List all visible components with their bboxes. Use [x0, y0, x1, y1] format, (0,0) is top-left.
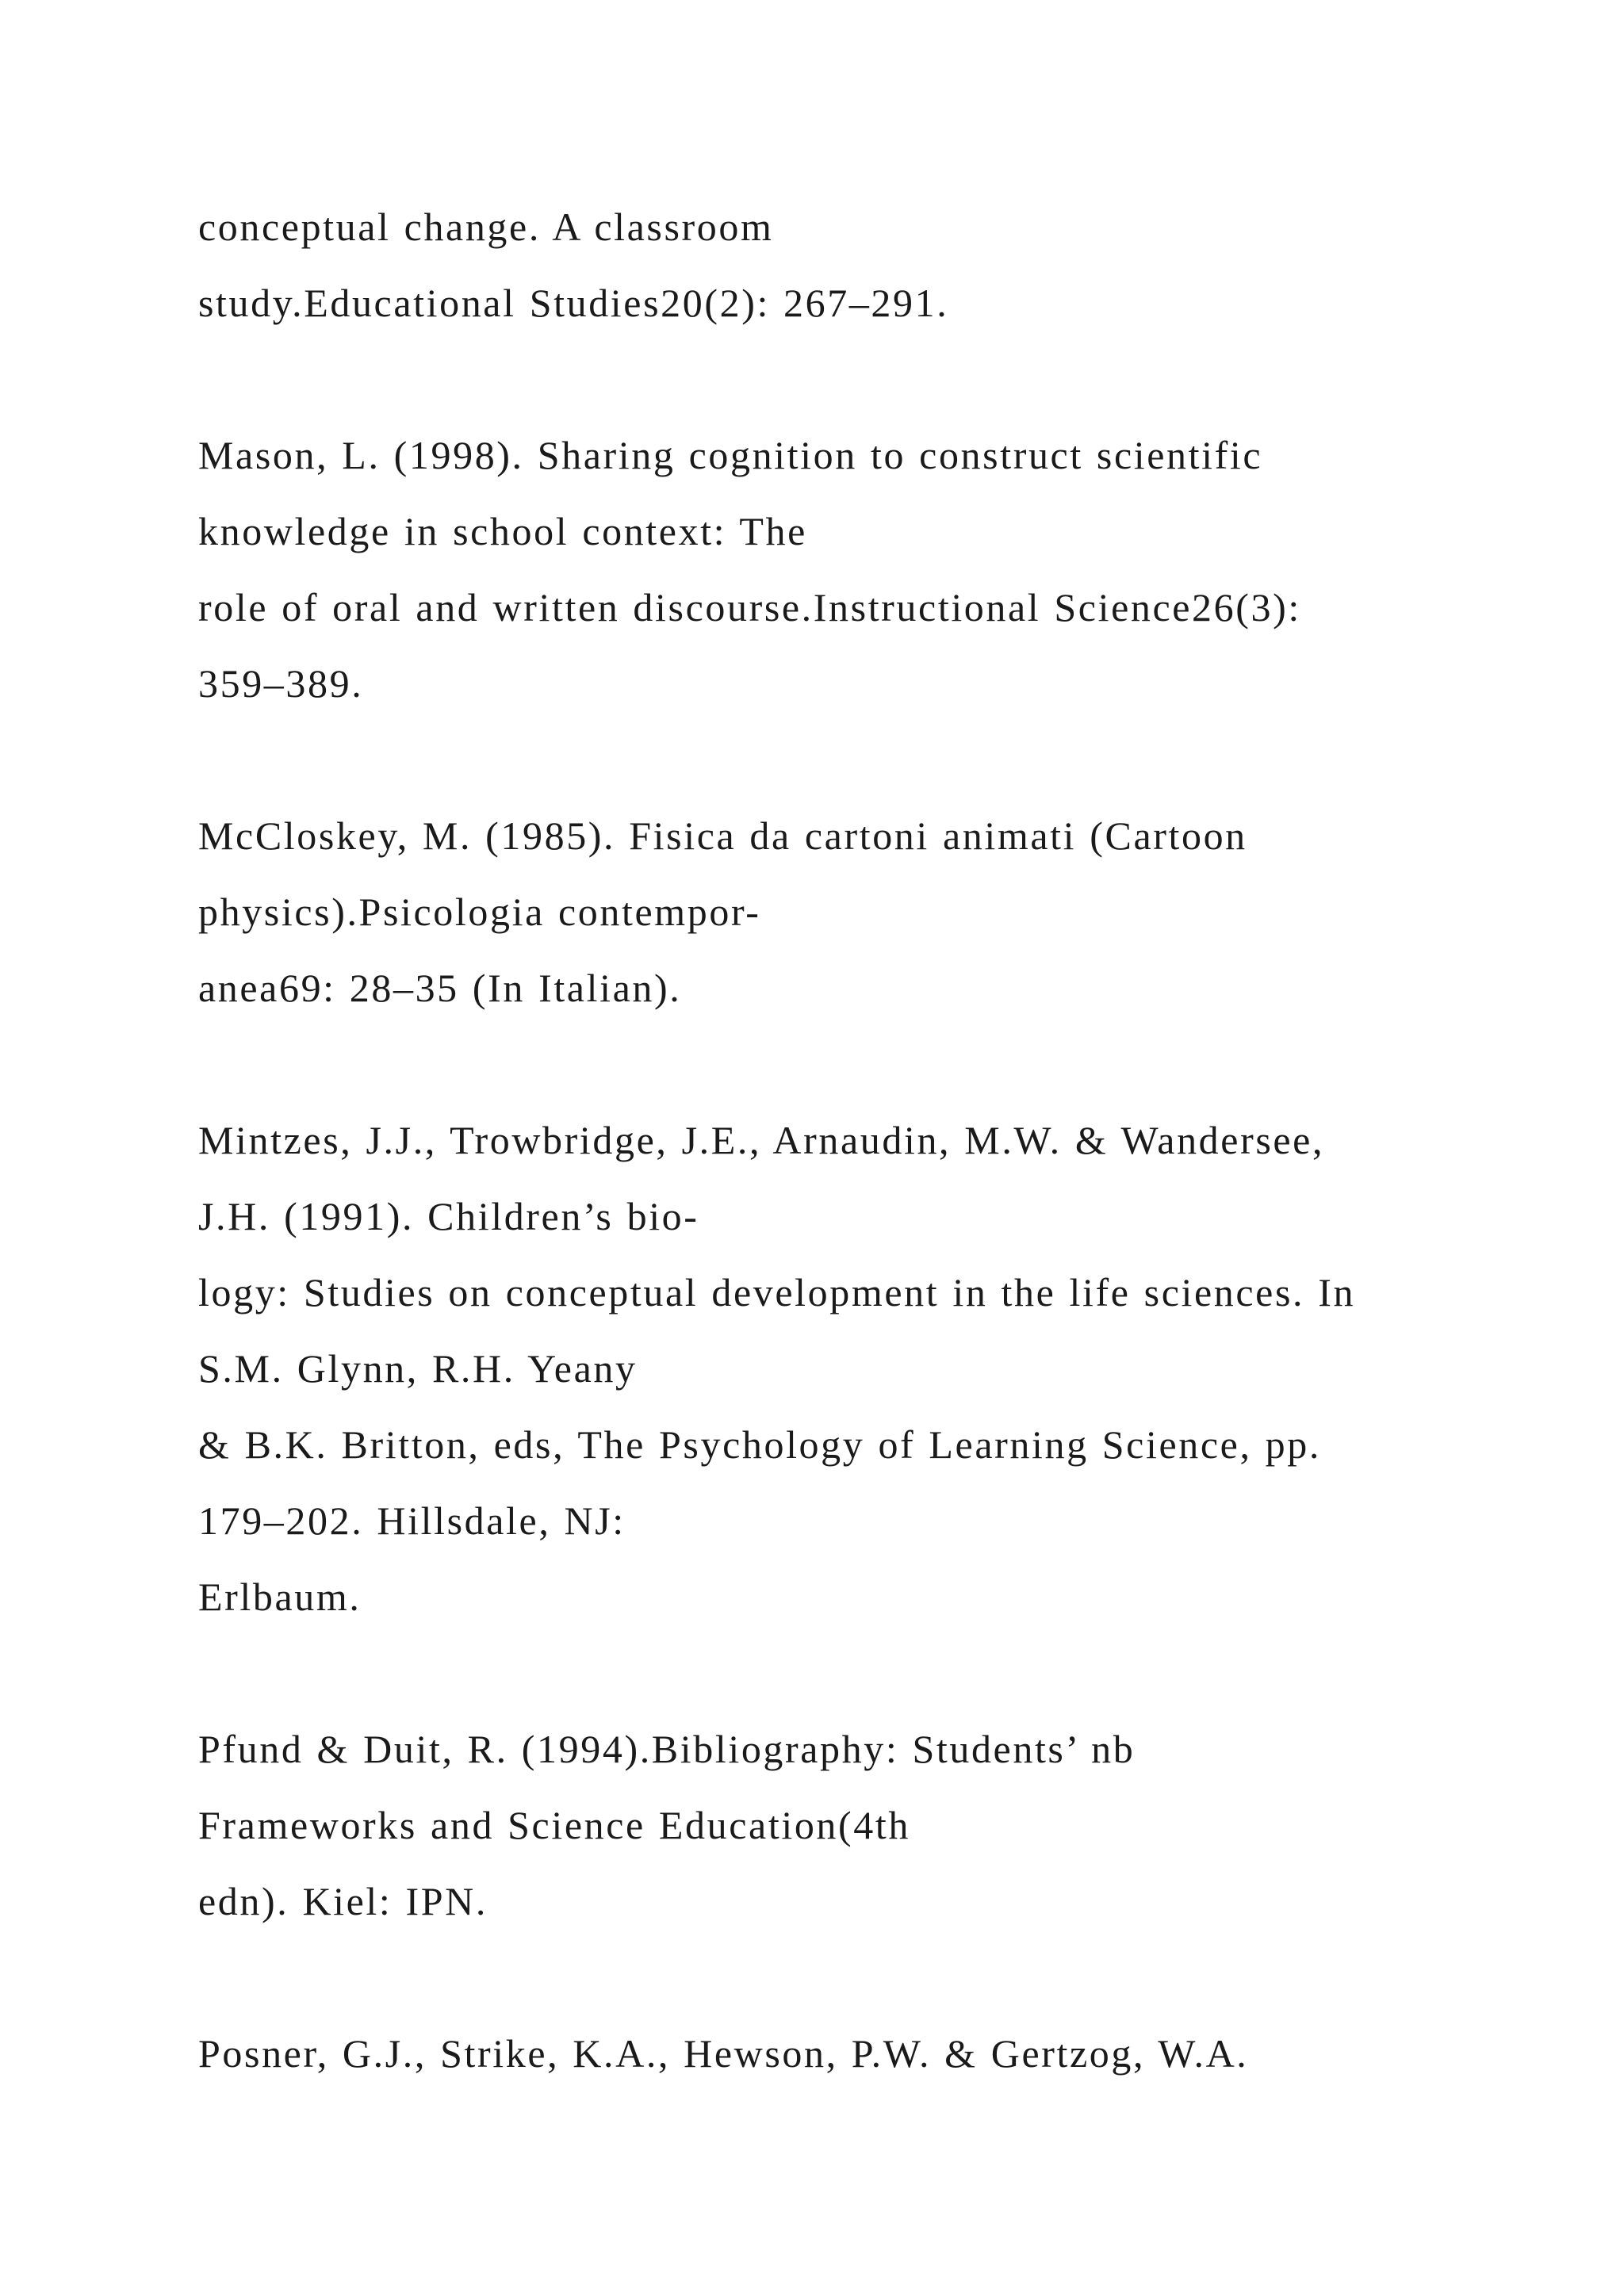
- paragraph-gap: [198, 1026, 1546, 1102]
- reference-line: study.Educational Studies20(2): 267–291.: [198, 281, 949, 325]
- reference-list: [198, 189, 1546, 2091]
- reference-line: 359–389.: [198, 661, 364, 706]
- reference-line: Erlbaum.: [198, 1575, 362, 1619]
- paragraph-gap: [198, 721, 1546, 798]
- reference-line: physics).Psicologia contempor-: [198, 890, 761, 934]
- reference-line: S.M. Glynn, R.H. Yeany: [198, 1346, 638, 1391]
- reference-line: & B.K. Britton, eds, The Psychology of Learning Science, pp.: [198, 1422, 1321, 1467]
- reference-line: Pfund & Duit, R. (1994).Bibliography: Students’ nb: [198, 1727, 1136, 1771]
- reference-line: J.H. (1991). Children’s bio-: [198, 1194, 699, 1238]
- reference-line: Frameworks and Science Education(4th: [198, 1803, 910, 1847]
- reference-entry: [198, 1711, 1546, 1939]
- reference-line: McCloskey, M. (1985). Fisica da cartoni animati (Cartoon: [198, 813, 1247, 858]
- paragraph-gap: [198, 1635, 1546, 1711]
- reference-line: anea69: 28–35 (In Italian).: [198, 966, 682, 1010]
- reference-line: edn). Kiel: IPN.: [198, 1879, 488, 1923]
- reference-line: role of oral and written discourse.Instructional Science26(3):: [198, 585, 1301, 629]
- reference-line: logy: Studies on conceptual development in the life sciences. In: [198, 1270, 1356, 1314]
- paragraph-gap: [198, 1939, 1546, 2015]
- paragraph-gap: [198, 341, 1546, 417]
- reference-line: conceptual change. A classroom: [198, 205, 774, 249]
- reference-entry: [198, 798, 1546, 1026]
- reference-line: Mason, L. (1998). Sharing cognition to construct scientific: [198, 433, 1263, 477]
- reference-line: Posner, G.J., Strike, K.A., Hewson, P.W. & Gertzog, W.A.: [198, 2031, 1249, 2076]
- reference-entry: [198, 189, 1546, 341]
- reference-entry: [198, 1102, 1546, 1635]
- reference-entry: [198, 417, 1546, 721]
- reference-entry: [198, 2015, 1546, 2091]
- reference-line: Mintzes, J.J., Trowbridge, J.E., Arnaudin, M.W. & Wandersee,: [198, 1118, 1325, 1162]
- reference-line: 179–202. Hillsdale, NJ:: [198, 1498, 626, 1543]
- reference-line: knowledge in school context: The: [198, 509, 807, 553]
